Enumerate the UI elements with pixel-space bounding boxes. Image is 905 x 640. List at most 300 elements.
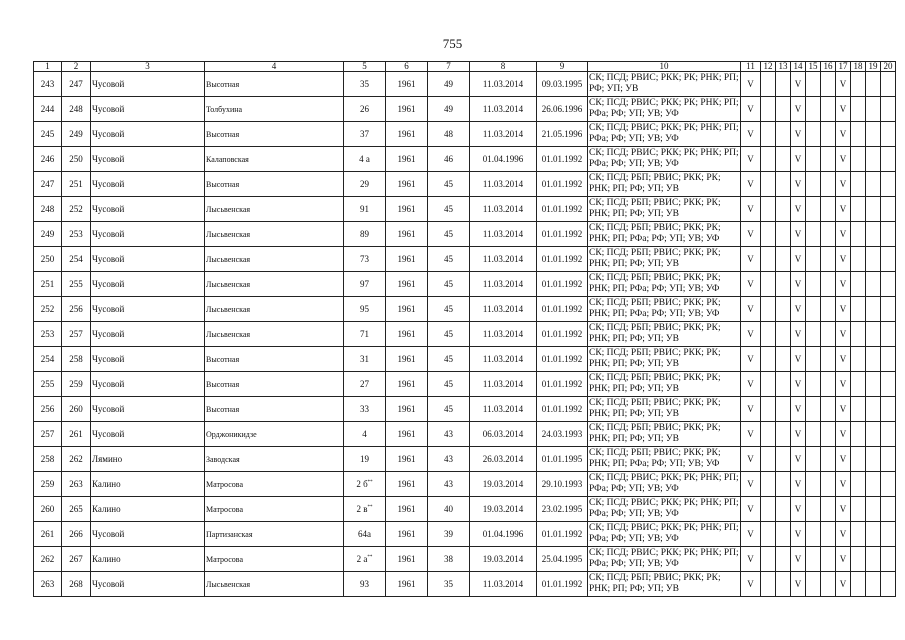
cell-col-12: [761, 422, 776, 447]
cell-col-11: V: [741, 147, 761, 172]
cell-col-10: СК; ПСД; РБП; РВИС; РКК; РК; РНК; РП; РФ; УП; УВ: [588, 347, 741, 372]
cell-col-12: [761, 297, 776, 322]
cell-col-4: Высотная: [205, 347, 344, 372]
cell-col-17: V: [836, 322, 851, 347]
cell-col-2: 250: [62, 147, 91, 172]
header-cell-14: 14: [791, 62, 806, 72]
cell-col-14: V: [791, 497, 806, 522]
cell-col-15: [806, 197, 821, 222]
cell-col-10: СК; ПСД; РБП; РВИС; РКК; РК; РНК; РП; РФ; УП; УВ: [588, 572, 741, 597]
cell-col-12: [761, 472, 776, 497]
cell-col-3: Чусовой: [91, 147, 205, 172]
header-cell-13: 13: [776, 62, 791, 72]
cell-col-6: 1961: [386, 522, 428, 547]
header-cell-7: 7: [428, 62, 470, 72]
cell-col-18: [851, 547, 866, 572]
cell-col-1: 246: [34, 147, 62, 172]
cell-col-20: [881, 197, 896, 222]
cell-col-11: V: [741, 122, 761, 147]
cell-col-17: V: [836, 297, 851, 322]
cell-col-19: [866, 247, 881, 272]
cell-col-16: [821, 147, 836, 172]
cell-col-15: [806, 72, 821, 97]
header-cell-4: 4: [205, 62, 344, 72]
header-cell-20: 20: [881, 62, 896, 72]
cell-col-3: Чусовой: [91, 297, 205, 322]
cell-col-4: Матросова: [205, 547, 344, 572]
cell-col-16: [821, 272, 836, 297]
header-cell-10: 10: [588, 62, 741, 72]
cell-col-2: 266: [62, 522, 91, 547]
cell-col-7: 39: [428, 522, 470, 547]
cell-col-5: 33: [344, 397, 386, 422]
cell-col-15: [806, 572, 821, 597]
cell-col-10: СК; ПСД; РВИС; РКК; РК; РНК; РП; РФа; РФ; УП; УВ; УФ: [588, 522, 741, 547]
cell-col-9: 01.01.1992: [537, 572, 588, 597]
cell-col-4: Высотная: [205, 72, 344, 97]
cell-col-12: [761, 497, 776, 522]
cell-col-4: Матросова: [205, 472, 344, 497]
cell-col-3: Чусовой: [91, 197, 205, 222]
cell-col-13: [776, 497, 791, 522]
table-row: [34, 222, 896, 247]
cell-col-1: 244: [34, 97, 62, 122]
cell-col-7: 45: [428, 347, 470, 372]
cell-col-12: [761, 447, 776, 472]
cell-col-12: [761, 547, 776, 572]
cell-col-3: Чусовой: [91, 522, 205, 547]
cell-col-19: [866, 372, 881, 397]
cell-col-4: Высотная: [205, 122, 344, 147]
header-cell-19: 19: [866, 62, 881, 72]
cell-col-19: [866, 172, 881, 197]
cell-col-3: Чусовой: [91, 272, 205, 297]
header-cell-6: 6: [386, 62, 428, 72]
cell-col-11: V: [741, 247, 761, 272]
cell-col-2: 258: [62, 347, 91, 372]
cell-col-16: [821, 447, 836, 472]
cell-col-13: [776, 247, 791, 272]
cell-col-17: V: [836, 547, 851, 572]
cell-col-6: 1961: [386, 547, 428, 572]
cell-col-12: [761, 572, 776, 597]
cell-col-16: [821, 497, 836, 522]
cell-col-3: Чусовой: [91, 222, 205, 247]
header-cell-3: 3: [91, 62, 205, 72]
cell-col-8: 11.03.2014: [470, 347, 537, 372]
cell-col-15: [806, 447, 821, 472]
cell-col-17: V: [836, 447, 851, 472]
table-row: [34, 422, 896, 447]
cell-col-4: Высотная: [205, 372, 344, 397]
cell-col-6: 1961: [386, 247, 428, 272]
cell-col-7: 45: [428, 272, 470, 297]
cell-col-13: [776, 572, 791, 597]
cell-col-20: [881, 247, 896, 272]
cell-col-7: 45: [428, 297, 470, 322]
cell-col-2: 261: [62, 422, 91, 447]
cell-col-15: [806, 347, 821, 372]
cell-col-6: 1961: [386, 222, 428, 247]
cell-col-8: 11.03.2014: [470, 372, 537, 397]
cell-col-18: [851, 197, 866, 222]
cell-col-5: 95: [344, 297, 386, 322]
cell-col-14: V: [791, 347, 806, 372]
cell-col-9: 21.05.1996: [537, 122, 588, 147]
cell-col-10: СК; ПСД; РБП; РВИС; РКК; РК; РНК; РП; РФ; УП; УВ: [588, 322, 741, 347]
footnote-mark: **: [367, 555, 373, 560]
cell-col-2: 255: [62, 272, 91, 297]
cell-col-19: [866, 72, 881, 97]
cell-col-8: 26.03.2014: [470, 447, 537, 472]
cell-col-20: [881, 272, 896, 297]
cell-col-18: [851, 572, 866, 597]
cell-col-10: СК; ПСД; РБП; РВИС; РКК; РК; РНК; РП; РФа; РФ; УП; УВ; УФ: [588, 272, 741, 297]
table-row: [34, 172, 896, 197]
cell-col-15: [806, 397, 821, 422]
cell-col-8: 11.03.2014: [470, 122, 537, 147]
cell-col-18: [851, 172, 866, 197]
cell-col-20: [881, 447, 896, 472]
cell-col-12: [761, 147, 776, 172]
cell-col-20: [881, 172, 896, 197]
cell-col-17: V: [836, 97, 851, 122]
cell-col-16: [821, 397, 836, 422]
cell-col-18: [851, 372, 866, 397]
cell-col-7: 45: [428, 197, 470, 222]
cell-col-3: Чусовой: [91, 372, 205, 397]
cell-col-19: [866, 222, 881, 247]
cell-col-11: V: [741, 347, 761, 372]
cell-col-20: [881, 372, 896, 397]
cell-col-7: 45: [428, 322, 470, 347]
cell-col-6: 1961: [386, 372, 428, 397]
cell-col-8: 11.03.2014: [470, 72, 537, 97]
cell-col-4: Высотная: [205, 172, 344, 197]
cell-col-11: V: [741, 372, 761, 397]
cell-col-5: 37: [344, 122, 386, 147]
cell-col-7: 43: [428, 447, 470, 472]
cell-col-12: [761, 347, 776, 372]
table-row: [34, 97, 896, 122]
cell-col-6: 1961: [386, 297, 428, 322]
cell-col-16: [821, 122, 836, 147]
cell-col-16: [821, 172, 836, 197]
cell-col-5: 97: [344, 272, 386, 297]
cell-col-1: 245: [34, 122, 62, 147]
cell-col-16: [821, 322, 836, 347]
cell-col-7: 40: [428, 497, 470, 522]
cell-col-19: [866, 472, 881, 497]
table-row: [34, 147, 896, 172]
cell-col-5: 89: [344, 222, 386, 247]
cell-col-12: [761, 172, 776, 197]
cell-col-9: 01.01.1992: [537, 347, 588, 372]
cell-col-12: [761, 222, 776, 247]
cell-col-2: 247: [62, 72, 91, 97]
cell-col-11: V: [741, 272, 761, 297]
cell-col-11: V: [741, 222, 761, 247]
cell-col-3: Калино: [91, 472, 205, 497]
cell-col-11: V: [741, 422, 761, 447]
table-row: [34, 72, 896, 97]
cell-col-5: 64а: [344, 522, 386, 547]
cell-col-11: V: [741, 547, 761, 572]
cell-col-10: СК; ПСД; РБП; РВИС; РКК; РК; РНК; РП; РФ; УП; УВ: [588, 197, 741, 222]
cell-col-1: 249: [34, 222, 62, 247]
cell-col-4: Лысьвенская: [205, 197, 344, 222]
cell-col-2: 254: [62, 247, 91, 272]
cell-col-18: [851, 222, 866, 247]
cell-col-5: 29: [344, 172, 386, 197]
cell-col-2: 257: [62, 322, 91, 347]
cell-col-7: 38: [428, 547, 470, 572]
cell-col-11: V: [741, 572, 761, 597]
cell-col-16: [821, 547, 836, 572]
cell-col-8: 19.03.2014: [470, 472, 537, 497]
cell-col-6: 1961: [386, 397, 428, 422]
cell-col-19: [866, 572, 881, 597]
cell-col-9: 01.01.1992: [537, 222, 588, 247]
cell-col-2: 263: [62, 472, 91, 497]
cell-col-6: 1961: [386, 72, 428, 97]
cell-col-5: 2 а**: [344, 547, 386, 572]
cell-col-9: 01.01.1992: [537, 322, 588, 347]
cell-col-9: 23.02.1995: [537, 497, 588, 522]
cell-col-14: V: [791, 472, 806, 497]
cell-col-8: 01.04.1996: [470, 147, 537, 172]
cell-col-14: V: [791, 247, 806, 272]
cell-col-1: 257: [34, 422, 62, 447]
cell-col-11: V: [741, 72, 761, 97]
cell-col-10: СК; ПСД; РВИС; РКК; РК; РНК; РП; РФа; РФ; УП; УВ; УФ: [588, 497, 741, 522]
cell-col-14: V: [791, 97, 806, 122]
cell-col-13: [776, 347, 791, 372]
cell-col-17: V: [836, 147, 851, 172]
cell-col-20: [881, 297, 896, 322]
table-row: [34, 297, 896, 322]
cell-col-20: [881, 497, 896, 522]
cell-col-9: 01.01.1992: [537, 297, 588, 322]
cell-col-4: Орджоникидзе: [205, 422, 344, 447]
cell-col-15: [806, 97, 821, 122]
cell-col-18: [851, 122, 866, 147]
cell-col-15: [806, 497, 821, 522]
cell-col-4: Толбухина: [205, 97, 344, 122]
cell-col-6: 1961: [386, 472, 428, 497]
table-row: [34, 347, 896, 372]
cell-col-15: [806, 522, 821, 547]
cell-col-18: [851, 247, 866, 272]
cell-col-3: Чусовой: [91, 322, 205, 347]
cell-col-19: [866, 122, 881, 147]
cell-col-5: 27: [344, 372, 386, 397]
cell-col-3: Чусовой: [91, 572, 205, 597]
cell-col-2: 248: [62, 97, 91, 122]
cell-col-18: [851, 472, 866, 497]
cell-col-1: 261: [34, 522, 62, 547]
cell-col-3: Калино: [91, 497, 205, 522]
cell-col-10: СК; ПСД; РВИС; РКК; РК; РНК; РП; РФа; РФ; УП; УВ; УФ: [588, 472, 741, 497]
cell-col-10: СК; ПСД; РБП; РВИС; РКК; РК; РНК; РП; РФ; УП; УВ: [588, 172, 741, 197]
cell-col-3: Чусовой: [91, 347, 205, 372]
housing-registry-table: [33, 61, 896, 597]
cell-col-19: [866, 347, 881, 372]
cell-col-16: [821, 247, 836, 272]
header-cell-15: 15: [806, 62, 821, 72]
cell-col-14: V: [791, 522, 806, 547]
cell-col-17: V: [836, 522, 851, 547]
cell-col-20: [881, 572, 896, 597]
header-cell-5: 5: [344, 62, 386, 72]
cell-col-5: 91: [344, 197, 386, 222]
cell-col-19: [866, 447, 881, 472]
cell-col-3: Чусовой: [91, 122, 205, 147]
cell-col-18: [851, 147, 866, 172]
cell-col-13: [776, 447, 791, 472]
cell-col-1: 262: [34, 547, 62, 572]
cell-col-11: V: [741, 497, 761, 522]
cell-col-13: [776, 272, 791, 297]
cell-col-17: V: [836, 372, 851, 397]
cell-col-15: [806, 147, 821, 172]
cell-col-10: СК; ПСД; РВИС; РКК; РК; РНК; РП; РФ; УП; УВ: [588, 72, 741, 97]
cell-col-12: [761, 322, 776, 347]
cell-col-7: 49: [428, 72, 470, 97]
cell-col-13: [776, 547, 791, 572]
cell-col-10: СК; ПСД; РБП; РВИС; РКК; РК; РНК; РП; РФа; РФ; УП; УВ; УФ: [588, 447, 741, 472]
cell-col-5: 4: [344, 422, 386, 447]
cell-col-20: [881, 222, 896, 247]
cell-col-9: 01.01.1992: [537, 147, 588, 172]
cell-col-15: [806, 172, 821, 197]
cell-col-14: V: [791, 322, 806, 347]
cell-col-7: 46: [428, 147, 470, 172]
cell-col-14: V: [791, 547, 806, 572]
cell-col-16: [821, 372, 836, 397]
cell-col-7: 43: [428, 422, 470, 447]
header-cell-12: 12: [761, 62, 776, 72]
cell-col-11: V: [741, 197, 761, 222]
table-row: [34, 322, 896, 347]
cell-col-4: Высотная: [205, 397, 344, 422]
cell-col-13: [776, 197, 791, 222]
cell-col-4: Лысьвенская: [205, 297, 344, 322]
cell-col-13: [776, 222, 791, 247]
cell-col-9: 01.01.1992: [537, 397, 588, 422]
cell-col-3: Чусовой: [91, 397, 205, 422]
cell-col-10: СК; ПСД; РБП; РВИС; РКК; РК; РНК; РП; РФа; РФ; УП; УВ; УФ: [588, 297, 741, 322]
cell-col-11: V: [741, 322, 761, 347]
cell-col-2: 251: [62, 172, 91, 197]
cell-col-18: [851, 497, 866, 522]
cell-col-14: V: [791, 372, 806, 397]
cell-col-18: [851, 72, 866, 97]
cell-col-8: 11.03.2014: [470, 172, 537, 197]
cell-col-8: 19.03.2014: [470, 547, 537, 572]
cell-col-9: 09.03.1995: [537, 72, 588, 97]
cell-col-3: Калино: [91, 547, 205, 572]
cell-col-6: 1961: [386, 497, 428, 522]
cell-col-9: 25.04.1995: [537, 547, 588, 572]
cell-col-20: [881, 122, 896, 147]
cell-col-14: V: [791, 122, 806, 147]
header-cell-2: 2: [62, 62, 91, 72]
cell-col-3: Чусовой: [91, 422, 205, 447]
cell-col-1: 254: [34, 347, 62, 372]
cell-col-6: 1961: [386, 122, 428, 147]
cell-col-9: 01.01.1992: [537, 272, 588, 297]
cell-col-11: V: [741, 447, 761, 472]
cell-col-4: Лысьвенская: [205, 272, 344, 297]
cell-col-20: [881, 347, 896, 372]
cell-col-3: Лямино: [91, 447, 205, 472]
cell-col-11: V: [741, 472, 761, 497]
header-row: [34, 62, 896, 72]
cell-col-19: [866, 297, 881, 322]
header-cell-9: 9: [537, 62, 588, 72]
cell-col-13: [776, 422, 791, 447]
cell-col-3: Чусовой: [91, 97, 205, 122]
header-cell-17: 17: [836, 62, 851, 72]
cell-col-7: 43: [428, 472, 470, 497]
table-row: [34, 447, 896, 472]
cell-col-13: [776, 372, 791, 397]
cell-col-15: [806, 547, 821, 572]
cell-col-5: 2 в**: [344, 497, 386, 522]
cell-col-13: [776, 72, 791, 97]
cell-col-20: [881, 422, 896, 447]
cell-col-10: СК; ПСД; РБП; РВИС; РКК; РК; РНК; РП; РФ; УП; УВ: [588, 247, 741, 272]
cell-col-2: 256: [62, 297, 91, 322]
cell-col-18: [851, 397, 866, 422]
cell-col-5: 26: [344, 97, 386, 122]
cell-col-13: [776, 97, 791, 122]
cell-col-19: [866, 272, 881, 297]
cell-col-8: 01.04.1996: [470, 522, 537, 547]
cell-col-20: [881, 322, 896, 347]
cell-col-1: 252: [34, 297, 62, 322]
cell-col-14: V: [791, 422, 806, 447]
cell-col-17: V: [836, 172, 851, 197]
cell-col-2: 262: [62, 447, 91, 472]
cell-col-3: Чусовой: [91, 172, 205, 197]
cell-col-20: [881, 147, 896, 172]
cell-col-6: 1961: [386, 347, 428, 372]
cell-col-2: 259: [62, 372, 91, 397]
cell-col-18: [851, 322, 866, 347]
cell-col-8: 11.03.2014: [470, 572, 537, 597]
cell-col-14: V: [791, 72, 806, 97]
cell-col-19: [866, 147, 881, 172]
table-row: [34, 372, 896, 397]
cell-col-5: 2 б**: [344, 472, 386, 497]
cell-col-20: [881, 547, 896, 572]
cell-col-6: 1961: [386, 272, 428, 297]
cell-col-3: Чусовой: [91, 72, 205, 97]
cell-col-9: 29.10.1993: [537, 472, 588, 497]
cell-col-1: 247: [34, 172, 62, 197]
cell-col-14: V: [791, 147, 806, 172]
cell-col-18: [851, 272, 866, 297]
cell-col-1: 255: [34, 372, 62, 397]
cell-col-2: 252: [62, 197, 91, 222]
cell-col-18: [851, 297, 866, 322]
cell-col-2: 249: [62, 122, 91, 147]
cell-col-19: [866, 322, 881, 347]
cell-col-1: 258: [34, 447, 62, 472]
cell-col-18: [851, 422, 866, 447]
